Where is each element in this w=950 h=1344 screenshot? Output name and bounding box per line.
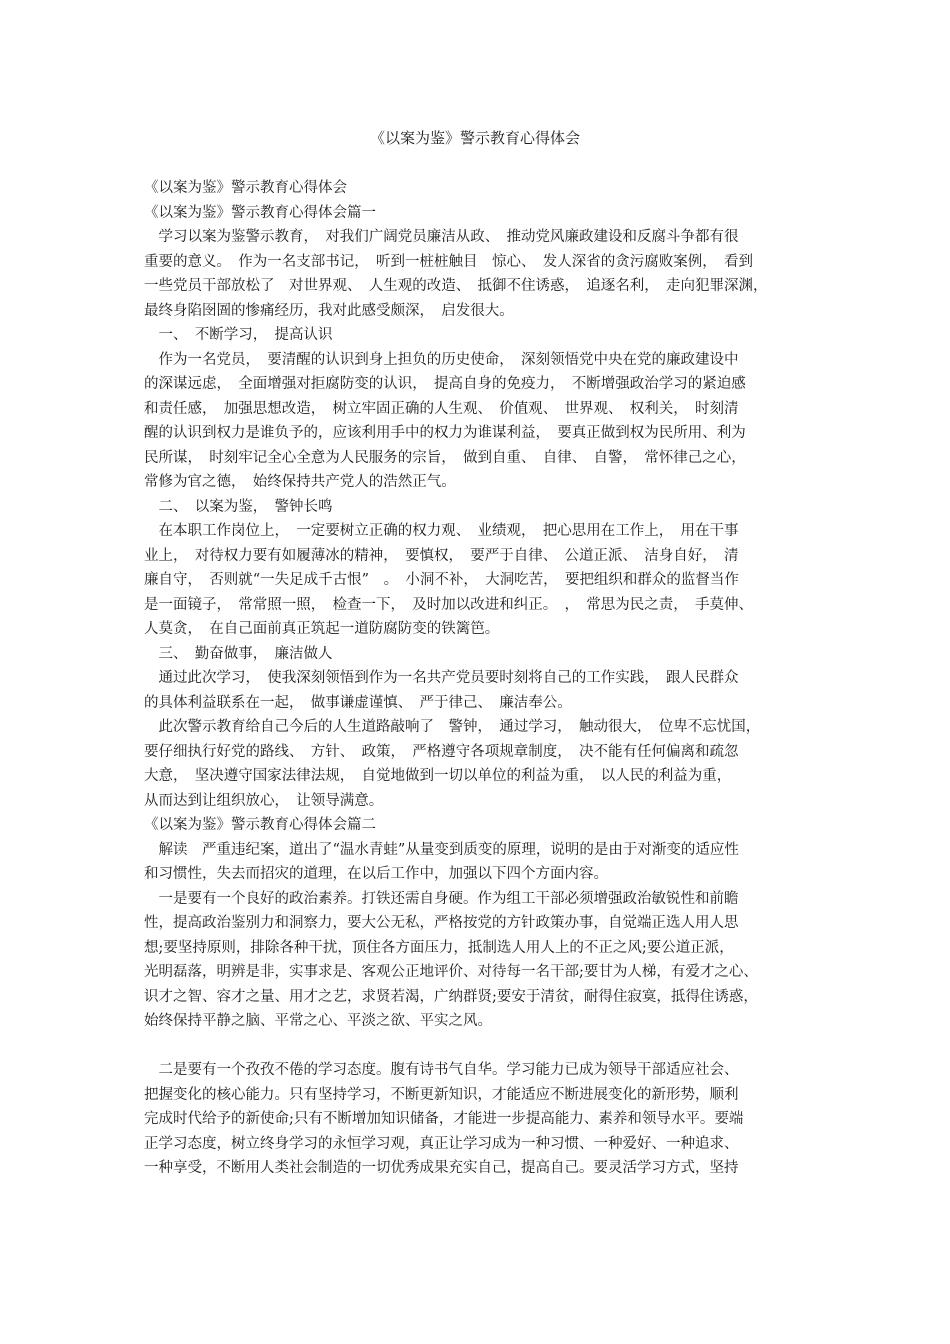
- text-line: 重要的意义。 作为一名支部书记， 听到一桩桩触目 惊心、 发人深省的贪污腐败案例， 看到: [144, 253, 753, 270]
- document-title: 《以案为鉴》警示教育心得体会: [369, 129, 580, 147]
- text-line: 从而达到让组织放心， 让领导满意。: [144, 792, 384, 809]
- text-line: 要仔细执行好党的路线、 方针、 政策， 严格遵守各项规章制度， 决不能有任何偏离和疏忽: [144, 743, 739, 760]
- text-line: 作为一名党员， 要清醒的认识到身上担负的历史使命， 深刻领悟党中央在党的廉政建设中: [144, 351, 739, 368]
- text-line: 在本职工作岗位上， 一定要树立正确的权力观、 业绩观， 把心思用在工作上， 用在干事: [144, 523, 739, 539]
- text-line: 民所谋， 时刻牢记全心全意为人民服务的宗旨， 做到自重、 自律、 自警， 常怀律己之心，: [144, 449, 746, 466]
- text-line: 人莫贪， 在自己面前真正筑起一道防腐防变的铁篱笆。: [144, 621, 500, 637]
- text-line: 《以案为鉴》警示教育心得体会篇一: [144, 204, 376, 221]
- text-line: 正学习态度，树立终身学习的永恒学习观，真正让学习成为一种习惯、一种爱好、一种追求、: [144, 1135, 739, 1152]
- text-line: 和习惯性，失去而招灾的道理，在以后工作中，加强以下四个方面内容。: [144, 866, 608, 882]
- text-line: 廉自守， 否则就“一失足成千古恨” 。 小洞不补， 大洞吃苦， 要把组织和群众的监督当作: [144, 572, 739, 588]
- blank-line: [144, 1034, 820, 1059]
- text-line: 醒的认识到权力是谁负予的，应该利用手中的权力为谁谋利益， 要真正做到权为民所用、利为: [144, 425, 746, 441]
- text-line: 二、 以案为鉴， 警钟长鸣: [144, 498, 333, 515]
- text-line: 常修为官之德， 始终保持共产党人的浩然正气。: [144, 474, 456, 490]
- text-line: 大意， 坚决遵守国家法律法规， 自觉地做到一切以单位的利益为重， 以人民的利益为重，: [144, 768, 732, 784]
- text-line: 光明磊落，明辨是非，实事求是、客观公正地评价、对待每一名干部;要甘为人梯，有爱才之心、: [144, 964, 758, 980]
- text-line: 一些党员干部放松了 对世界观、 人生观的改造、 抵御不住诱惑， 追逐名利， 走向犯罪深渊，: [144, 278, 768, 294]
- text-line: 识才之智、容才之量、用才之艺，求贤若渴，广纳群贤;要安于清贫，耐得住寂寞，抵得住诱惑，: [144, 988, 758, 1005]
- text-line: 二是要有一个孜孜不倦的学习态度。腹有诗书气自华。学习能力已成为领导干部适应社会、: [144, 1062, 739, 1078]
- text-line: 最终身陷囹圄的惨痛经历，我对此感受颇深， 启发很大。: [144, 302, 514, 319]
- text-line: 通过此次学习， 使我深刻领悟到作为一名共产党员要时刻将自己的工作实践， 跟人民群众: [144, 670, 739, 686]
- text-line: 始终保持平静之脑、平常之心、平淡之欲、平实之风。: [144, 1013, 492, 1029]
- text-line: 解读 严重违纪案，道出了“温水青蛙”从量变到质变的原理，说明的是由于对渐变的适应性: [144, 841, 739, 858]
- text-line: 一、 不断学习， 提高认识: [144, 327, 333, 343]
- text-line: 一是要有一个良好的政治素养。打铁还需自身硬。作为组工干部必须增强政治敏锐性和前瞻: [144, 890, 739, 907]
- text-line: 和责任感， 加强思想改造， 树立牢固正确的人生观、 价值观、 世界观、 权利关， 时刻清: [144, 400, 739, 417]
- text-line: 把握变化的核心能力。只有坚持学习，不断更新知识，才能适应不断进展变化的新形势，顺利: [144, 1086, 739, 1103]
- text-line: 三、 勤奋做事， 廉洁做人: [144, 645, 333, 662]
- text-line: 想;要坚持原则，排除各种干扰，顶住各方面压力，抵制选人用人上的不正之风;要公道正派，: [144, 939, 734, 956]
- text-line: 完成时代给予的新使命;只有不断增加知识储备，才能进一步提高能力、素养和领导水平。要端: [144, 1111, 744, 1127]
- text-line: 是一面镜子， 常常照一照， 检查一下， 及时加以改进和纠正。 ， 常思为民之责， 手莫伸、: [144, 596, 753, 613]
- text-line: 一种享受，不断用人类社会制造的一切优秀成果充实自己，提高自己。要灵活学习方式，坚持: [144, 1160, 739, 1176]
- text-line: 性，提高政治鉴别力和洞察力，要大公无私，严格按党的方针政策办事，自觉端正选人用人思: [144, 915, 739, 931]
- document-body: [144, 176, 820, 1181]
- text-line: 业上， 对待权力要有如履薄冰的精神， 要慎权， 要严于自律、 公道正派、 洁身自好， 清: [144, 547, 739, 564]
- text-line: 学习以案为鉴警示教育， 对我们广阔党员廉洁从政、 推动党风廉政建设和反腐斗争都有很: [144, 229, 739, 245]
- text-line: 的深谋远虑， 全面增强对拒腐防变的认识， 提高自身的免疫力， 不断增强政治学习的紧迫感: [144, 376, 746, 392]
- text-line: 《以案为鉴》警示教育心得体会篇二: [144, 817, 376, 833]
- text-line: 的具体利益联系在一起， 做事谦虚谨慎、 严于律己、 廉洁奉公。: [144, 694, 572, 711]
- text-line: 此次警示教育给自己今后的人生道路敲响了 警钟， 通过学习， 触动很大， 位卑不忘忧国，: [144, 719, 761, 735]
- text-line: 《以案为鉴》警示教育心得体会: [144, 180, 347, 196]
